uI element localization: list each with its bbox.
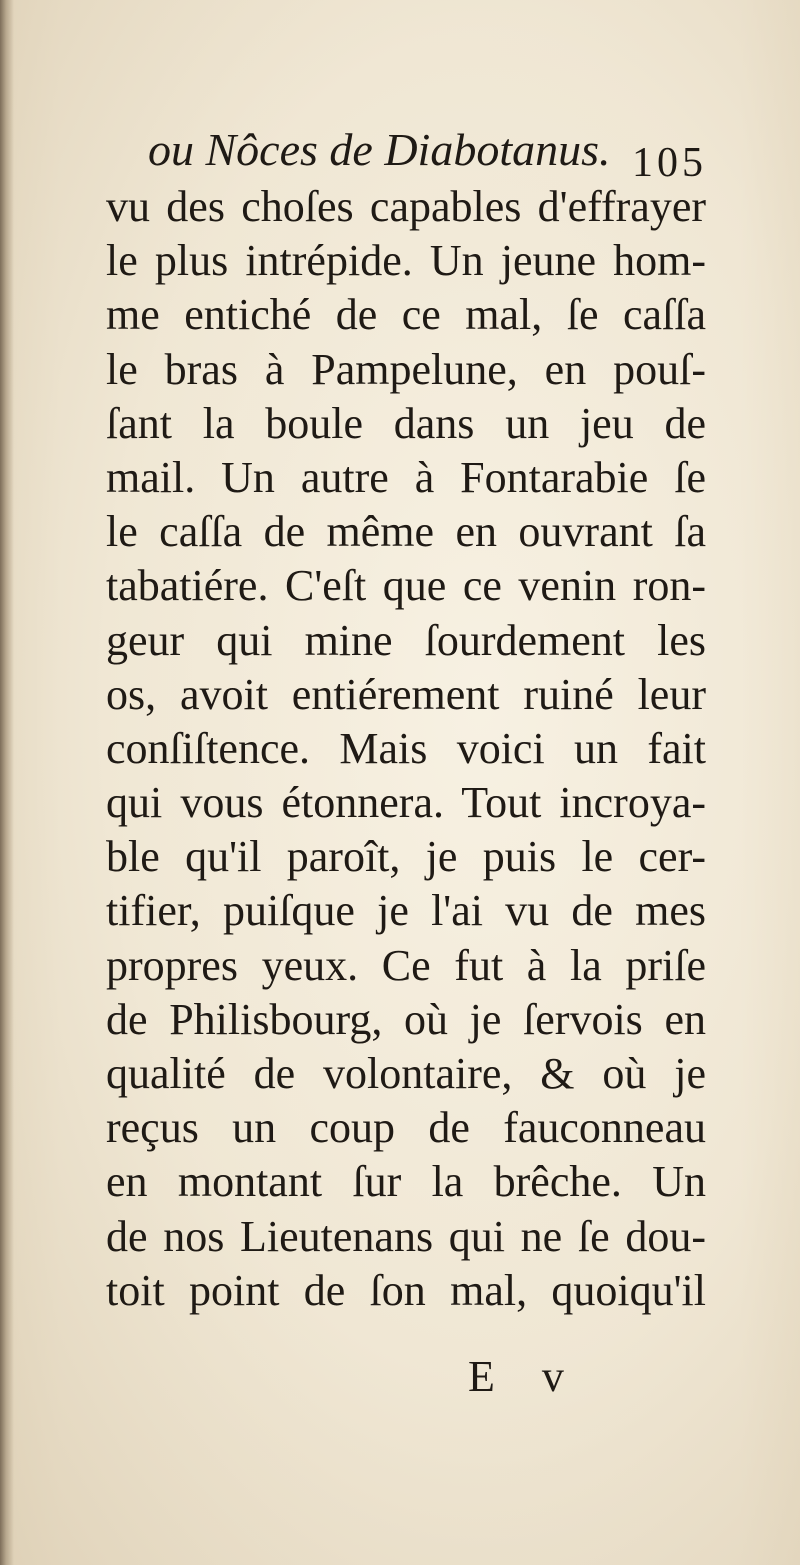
text-line: reçus un coup de fauconneau — [106, 1103, 706, 1153]
text-line: tabatiére. C'eſt que ce venin ron- — [106, 561, 706, 611]
body-text — [106, 180, 706, 1318]
text-line: vu des choſes capables d'effrayer — [106, 182, 706, 231]
text-line: ſant la boule dans un jeu de — [106, 398, 706, 448]
text-line: conſiſtence. Mais voici un fait — [106, 723, 706, 773]
text-line: mail. Un autre à Fontarabie ſe — [106, 452, 706, 502]
page-number: 105 — [632, 140, 707, 186]
text-line: qualité de volontaire, & où je — [106, 1049, 706, 1098]
text-line: le bras à Pampelune, en pouſ- — [106, 344, 706, 394]
text-line: ble qu'il paroît, je puis le cer- — [106, 832, 706, 882]
running-head: ou Nôces de Diabotanus. — [148, 124, 611, 175]
text-line: toit point de ſon mal, quoiqu'il — [106, 1265, 706, 1315]
binding-gutter — [0, 0, 14, 1565]
text-line: de Philisbourg, où je ſervois en — [106, 994, 706, 1044]
text-line: le plus intrépide. Un jeune hom- — [106, 236, 706, 286]
text-line: os, avoit entiérement ruiné leur — [106, 669, 706, 719]
text-line: le caſſa de même en ouvrant ſa — [106, 507, 706, 557]
text-line: tifier, puiſque je l'ai vu de mes — [106, 886, 706, 936]
text-line: qui vous étonnera. Tout incroya- — [106, 778, 706, 828]
text-line: propres yeux. Ce fut à la priſe — [106, 940, 706, 990]
text-line: me entiché de ce mal, ſe caſſa — [106, 290, 706, 340]
text-line: de nos Lieutenans qui ne ſe dou- — [106, 1211, 706, 1261]
text-line: en montant ſur la brêche. Un — [106, 1157, 706, 1207]
text-line: geur qui mine ſourdement les — [106, 615, 706, 665]
signature-mark: E v — [468, 1352, 582, 1401]
